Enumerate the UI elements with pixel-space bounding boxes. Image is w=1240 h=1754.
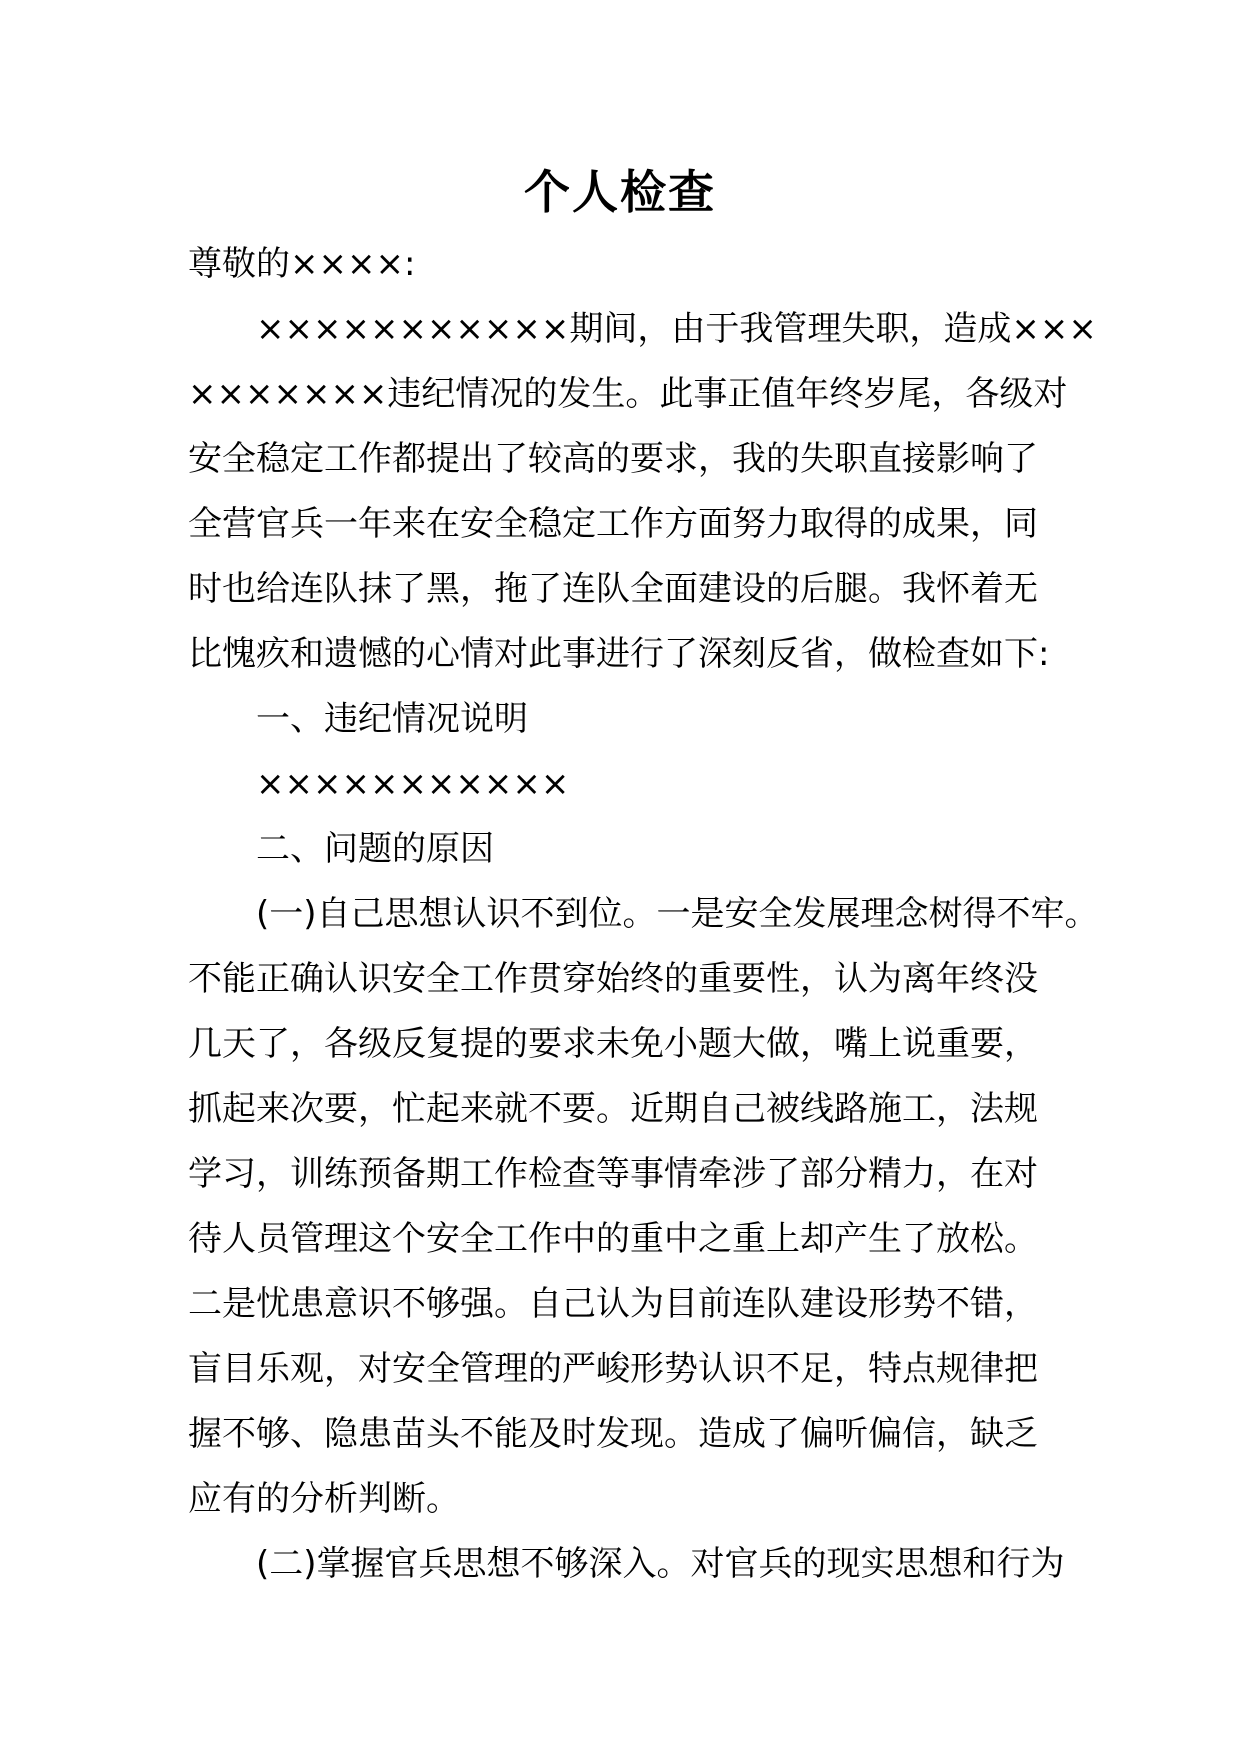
text-line: 应有的分析判断。 xyxy=(188,1479,460,1519)
text-line: (二)掌握官兵思想不够深入。对官兵的现实思想和行为 xyxy=(256,1544,1065,1584)
text-line: 抓起来次要，忙起来就不要。近期自己被线路施工，法规 xyxy=(188,1089,1038,1129)
text-line: 盲目乐观，对安全管理的严峻形势认识不足，特点规律把 xyxy=(188,1349,1038,1389)
text-line: (一)自己思想认识不到位。一是安全发展理念树得不牢。 xyxy=(256,894,1099,934)
text-line: 待人员管理这个安全工作中的重中之重上却产生了放松。 xyxy=(188,1219,1038,1259)
document-body xyxy=(188,232,1099,1597)
text-line: 尊敬的××××: xyxy=(188,244,416,284)
text-line: 握不够、隐患苗头不能及时发现。造成了偏听偏信，缺乏 xyxy=(188,1414,1038,1454)
text-line: 安全稳定工作都提出了较高的要求，我的失职直接影响了 xyxy=(188,439,1038,479)
text-line: 一、违纪情况说明 xyxy=(256,699,528,739)
text-line: ×××××××违纪情况的发生。此事正值年终岁尾，各级对 xyxy=(188,374,1068,414)
text-line: ××××××××××× xyxy=(256,764,570,804)
text-line: 学习，训练预备期工作检查等事情牵涉了部分精力，在对 xyxy=(188,1154,1038,1194)
text-line: 二是忧患意识不够强。自己认为目前连队建设形势不错， xyxy=(188,1284,1038,1324)
text-line: 不能正确认识安全工作贯穿始终的重要性，认为离年终没 xyxy=(188,959,1038,999)
text-line: 几天了，各级反复提的要求未免小题大做，嘴上说重要， xyxy=(188,1024,1038,1064)
text-line: 全营官兵一年来在安全稳定工作方面努力取得的成果，同 xyxy=(188,504,1038,544)
document-title: 个人检查 xyxy=(524,165,716,219)
text-line: 时也给连队抹了黑，拖了连队全面建设的后腿。我怀着无 xyxy=(188,569,1038,609)
text-line: 比愧疚和遗憾的心情对此事进行了深刻反省，做检查如下: xyxy=(188,634,1050,674)
text-line: ×××××××××××期间，由于我管理失职，造成××× xyxy=(256,309,1097,349)
text-line: 二、问题的原因 xyxy=(256,829,494,869)
